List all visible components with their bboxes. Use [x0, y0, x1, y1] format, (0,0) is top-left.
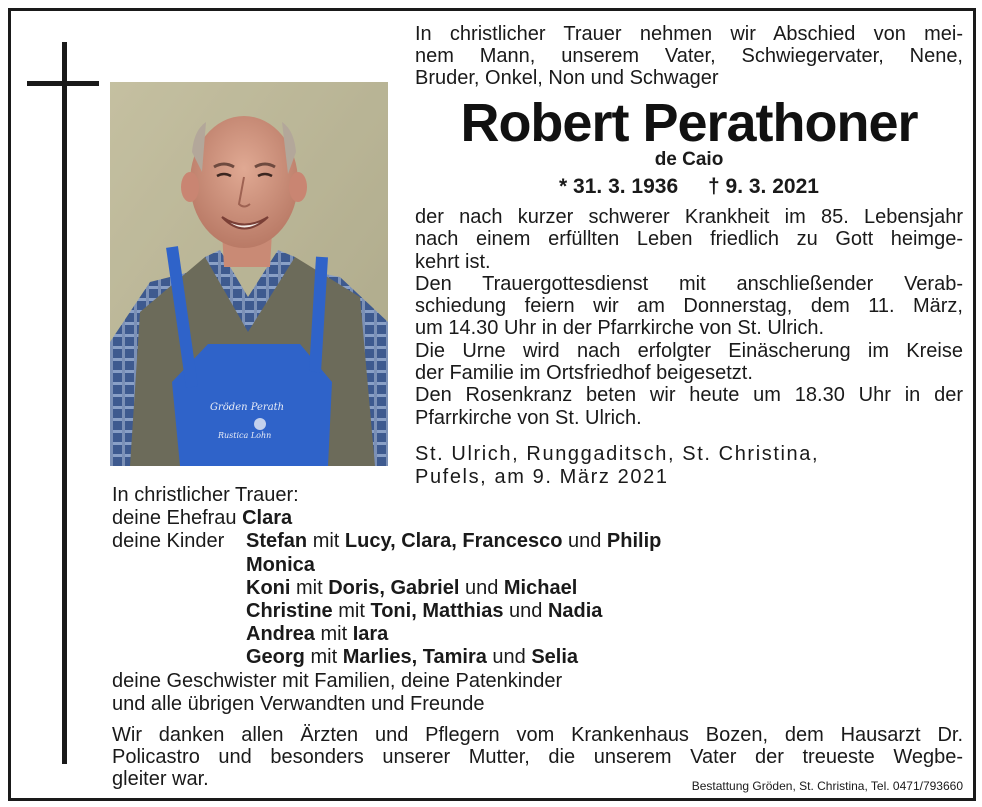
deceased-name: Robert Perathoner	[460, 93, 918, 153]
family-name-last: Philip	[606, 530, 662, 553]
body-line: Pfarrkirche von St. Ulrich.	[415, 406, 642, 429]
body-line: kehrt ist.	[415, 250, 491, 273]
cross-horizontal-bar	[27, 81, 99, 86]
wife-name: Clara	[242, 507, 293, 530]
family-names: Toni, Matthias	[370, 600, 504, 623]
body-line: der Familie im Ortsfriedhof beigesetzt.	[415, 362, 753, 385]
deceased-nickname: de Caio	[654, 149, 724, 170]
connector-word: mit	[338, 600, 365, 623]
connector-word: mit	[310, 646, 338, 669]
family-names: Marlies, Tamira	[342, 646, 487, 669]
body-line: Den Trauergottesdienst mit anschließender Verab-	[415, 272, 963, 295]
connector-word: mit	[320, 623, 348, 646]
death-date: † 9. 3. 2021	[708, 175, 819, 198]
child-row	[246, 623, 661, 646]
body-line: Die Urne wird nach erfolgter Einäscherung im Kreise	[415, 339, 963, 362]
connector-word: und	[492, 646, 526, 669]
announcement-body	[415, 206, 963, 429]
intro-line: Bruder, Onkel, Non und Schwager	[415, 67, 719, 89]
intro-line: nem Mann, unserem Vater, Schwiegervater, Nene,	[415, 45, 963, 67]
family-names: Lucy, Clara, Francesco	[344, 530, 563, 553]
place-line: Pufels, am 9. März 2021	[415, 466, 669, 488]
thanks-line: Policastro und besonders unserer Mutter, die unserem Vater der treueste Wegbe-	[112, 746, 963, 768]
connector-word: mit	[296, 576, 323, 599]
connector-word: und	[567, 530, 602, 553]
intro-line: In christlicher Trauer nehmen wir Abschied von mei-	[415, 23, 963, 45]
child-name: Monica	[246, 553, 315, 576]
child-row	[246, 554, 661, 577]
children-block	[112, 530, 962, 669]
family-names: Iara	[352, 623, 389, 646]
wife-row	[112, 507, 962, 530]
thanks-line: Wir danken allen Ärzten und Pflegern vom Krankenhaus Bozen, dem Hausarzt Dr.	[112, 724, 963, 746]
children-prefix: deine Kinder	[112, 530, 225, 553]
obituary-frame	[8, 8, 976, 801]
body-line: um 14.30 Uhr in der Pfarrkirche von St. Ulrich.	[415, 317, 825, 340]
connector-word: und	[509, 600, 543, 623]
family-name-last: Michael	[503, 576, 578, 599]
mourners-list	[112, 484, 962, 716]
connector-word: mit	[312, 530, 340, 553]
apron-text-line-2: Rustica Lohn	[218, 431, 272, 440]
body-line: nach einem erfüllten Leben friedlich zu Gott heimge-	[415, 228, 963, 251]
cross-vertical-bar	[62, 42, 67, 764]
body-line: schiedung feiern wir am Donnerstag, dem 11. März,	[415, 295, 963, 318]
child-name: Koni	[246, 576, 291, 599]
body-line: der nach kurzer schwerer Krankheit im 85. Lebensjahr	[415, 206, 963, 228]
funeral-home-credit: Bestattung Gröden, St. Christina, Tel. 0471/793660	[691, 779, 963, 793]
body-line: Den Rosenkranz beten wir heute um 18.30 Uhr in der	[415, 384, 963, 407]
life-dates	[415, 175, 963, 199]
portrait-photo	[110, 82, 388, 466]
mourners-heading: In christlicher Trauer:	[112, 484, 299, 506]
children-list	[246, 530, 661, 669]
child-row	[246, 600, 661, 623]
child-row	[246, 577, 661, 600]
siblings-row: deine Geschwister mit Familien, deine Patenkinder	[112, 669, 563, 692]
thanks-line: gleiter war.	[112, 768, 209, 790]
child-name: Christine	[246, 600, 333, 623]
child-row	[246, 530, 661, 553]
child-name: Andrea	[246, 623, 315, 646]
wife-prefix: deine Ehefrau	[112, 507, 237, 530]
child-row	[246, 646, 661, 669]
place-line: St. Ulrich, Runggaditsch, St. Christina,	[415, 443, 820, 465]
birth-date: * 31. 3. 1936	[559, 175, 679, 198]
child-name: Georg	[246, 646, 305, 669]
family-names: Doris, Gabriel	[328, 576, 460, 599]
family-name-last: Selia	[531, 646, 579, 669]
family-name-last: Nadia	[547, 600, 603, 623]
connector-word: und	[464, 576, 499, 599]
others-row: und alle übrigen Verwandten und Freunde	[112, 692, 485, 715]
place-and-date	[415, 443, 963, 489]
child-name: Stefan	[246, 530, 308, 553]
intro-text	[415, 23, 963, 89]
apron-text-line-1: Gröden Perath	[210, 402, 285, 413]
